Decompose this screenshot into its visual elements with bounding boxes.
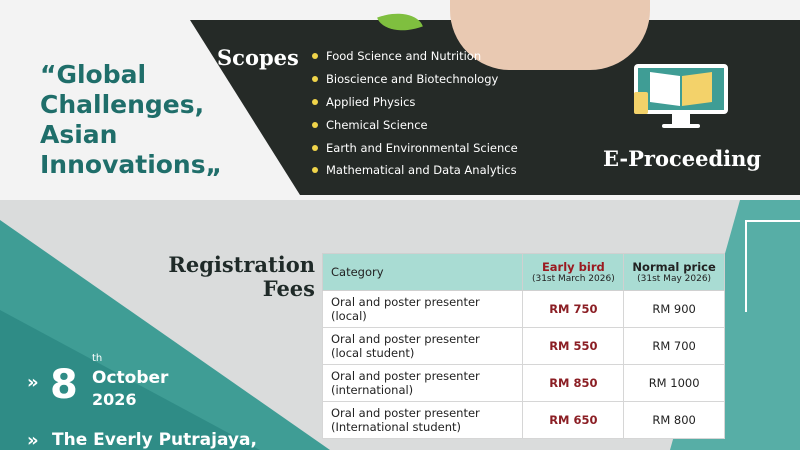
scope-item [312, 113, 518, 136]
table-row [323, 328, 725, 365]
registration-title [165, 253, 315, 301]
early-bird-cell: RM 650 [523, 402, 624, 439]
category-cell: Oral and poster presenter (local) [323, 291, 523, 328]
tagline-line3: Asian [40, 120, 118, 149]
eproceeding-label: E-Proceeding [603, 146, 762, 171]
monitor-stand [662, 124, 700, 128]
normal-price-cell: RM 1000 [624, 365, 725, 402]
scope-label: Chemical Science [326, 117, 428, 132]
tagline-line1: Global [56, 60, 147, 89]
normal-price-cell: RM 800 [624, 402, 725, 439]
header-category: Category [323, 254, 523, 291]
bullet-icon [312, 122, 318, 128]
tagline-line2: Challenges, [40, 90, 205, 119]
header-normal-price-date: (31st May 2026) [637, 274, 712, 284]
bullet-icon [312, 145, 318, 151]
header-early-bird-date: (31st March 2026) [531, 274, 615, 284]
scope-item [312, 91, 518, 114]
early-bird-cell: RM 550 [523, 328, 624, 365]
category-cell: Oral and poster presenter (International student) [323, 402, 523, 439]
table-row [323, 402, 725, 439]
phone-shape [634, 92, 648, 114]
scope-item [312, 136, 518, 159]
normal-price-cell: RM 700 [624, 328, 725, 365]
open-quote: “ [40, 60, 57, 89]
header-normal-price [624, 254, 725, 291]
scopes-title: Scopes [217, 45, 299, 70]
scope-item [312, 68, 518, 91]
book-right-page [682, 72, 712, 106]
date-chevrons-icon: » [27, 372, 39, 393]
bullet-icon [312, 167, 318, 173]
event-day: 8 [50, 362, 78, 408]
scope-label: Earth and Environmental Science [326, 140, 518, 155]
scope-item [312, 45, 518, 68]
scope-label: Food Science and Nutrition [326, 49, 482, 64]
scope-label: Applied Physics [326, 94, 416, 109]
event-month: October [92, 368, 169, 388]
monitor-neck [672, 114, 690, 124]
early-bird-cell: RM 750 [523, 291, 624, 328]
header-normal-price-label: Normal price [632, 260, 716, 274]
table-row [323, 365, 725, 402]
scope-list [312, 45, 518, 182]
header-early-bird-label: Early bird [541, 260, 605, 274]
monitor-book-icon [632, 62, 730, 132]
bullet-icon [312, 76, 318, 82]
tagline [40, 60, 260, 180]
event-day-suffix: th [92, 353, 103, 364]
tagline-line4: Innovations [40, 150, 206, 179]
venue-chevrons-icon: » [27, 430, 39, 451]
scope-label: Mathematical and Data Analytics [326, 163, 517, 178]
table-row [323, 291, 725, 328]
category-cell: Oral and poster presenter (international) [323, 365, 523, 402]
decorative-frame [745, 220, 800, 312]
book-left-page [650, 72, 680, 106]
normal-price-cell: RM 900 [624, 291, 725, 328]
registration-title-line1: Registration [168, 252, 315, 277]
scope-item [312, 159, 518, 182]
category-cell: Oral and poster presenter (local student) [323, 328, 523, 365]
bullet-icon [312, 99, 318, 105]
close-quote: „ [205, 150, 223, 179]
event-venue: The Everly Putrajaya, [52, 430, 257, 450]
header-early-bird [523, 254, 624, 291]
fees-header-row [323, 254, 725, 291]
early-bird-cell: RM 850 [523, 365, 624, 402]
event-year: 2026 [92, 390, 137, 409]
registration-title-line2: Fees [262, 276, 315, 301]
bullet-icon [312, 53, 318, 59]
scope-label: Bioscience and Biotechnology [326, 72, 499, 87]
fees-table [322, 253, 725, 439]
